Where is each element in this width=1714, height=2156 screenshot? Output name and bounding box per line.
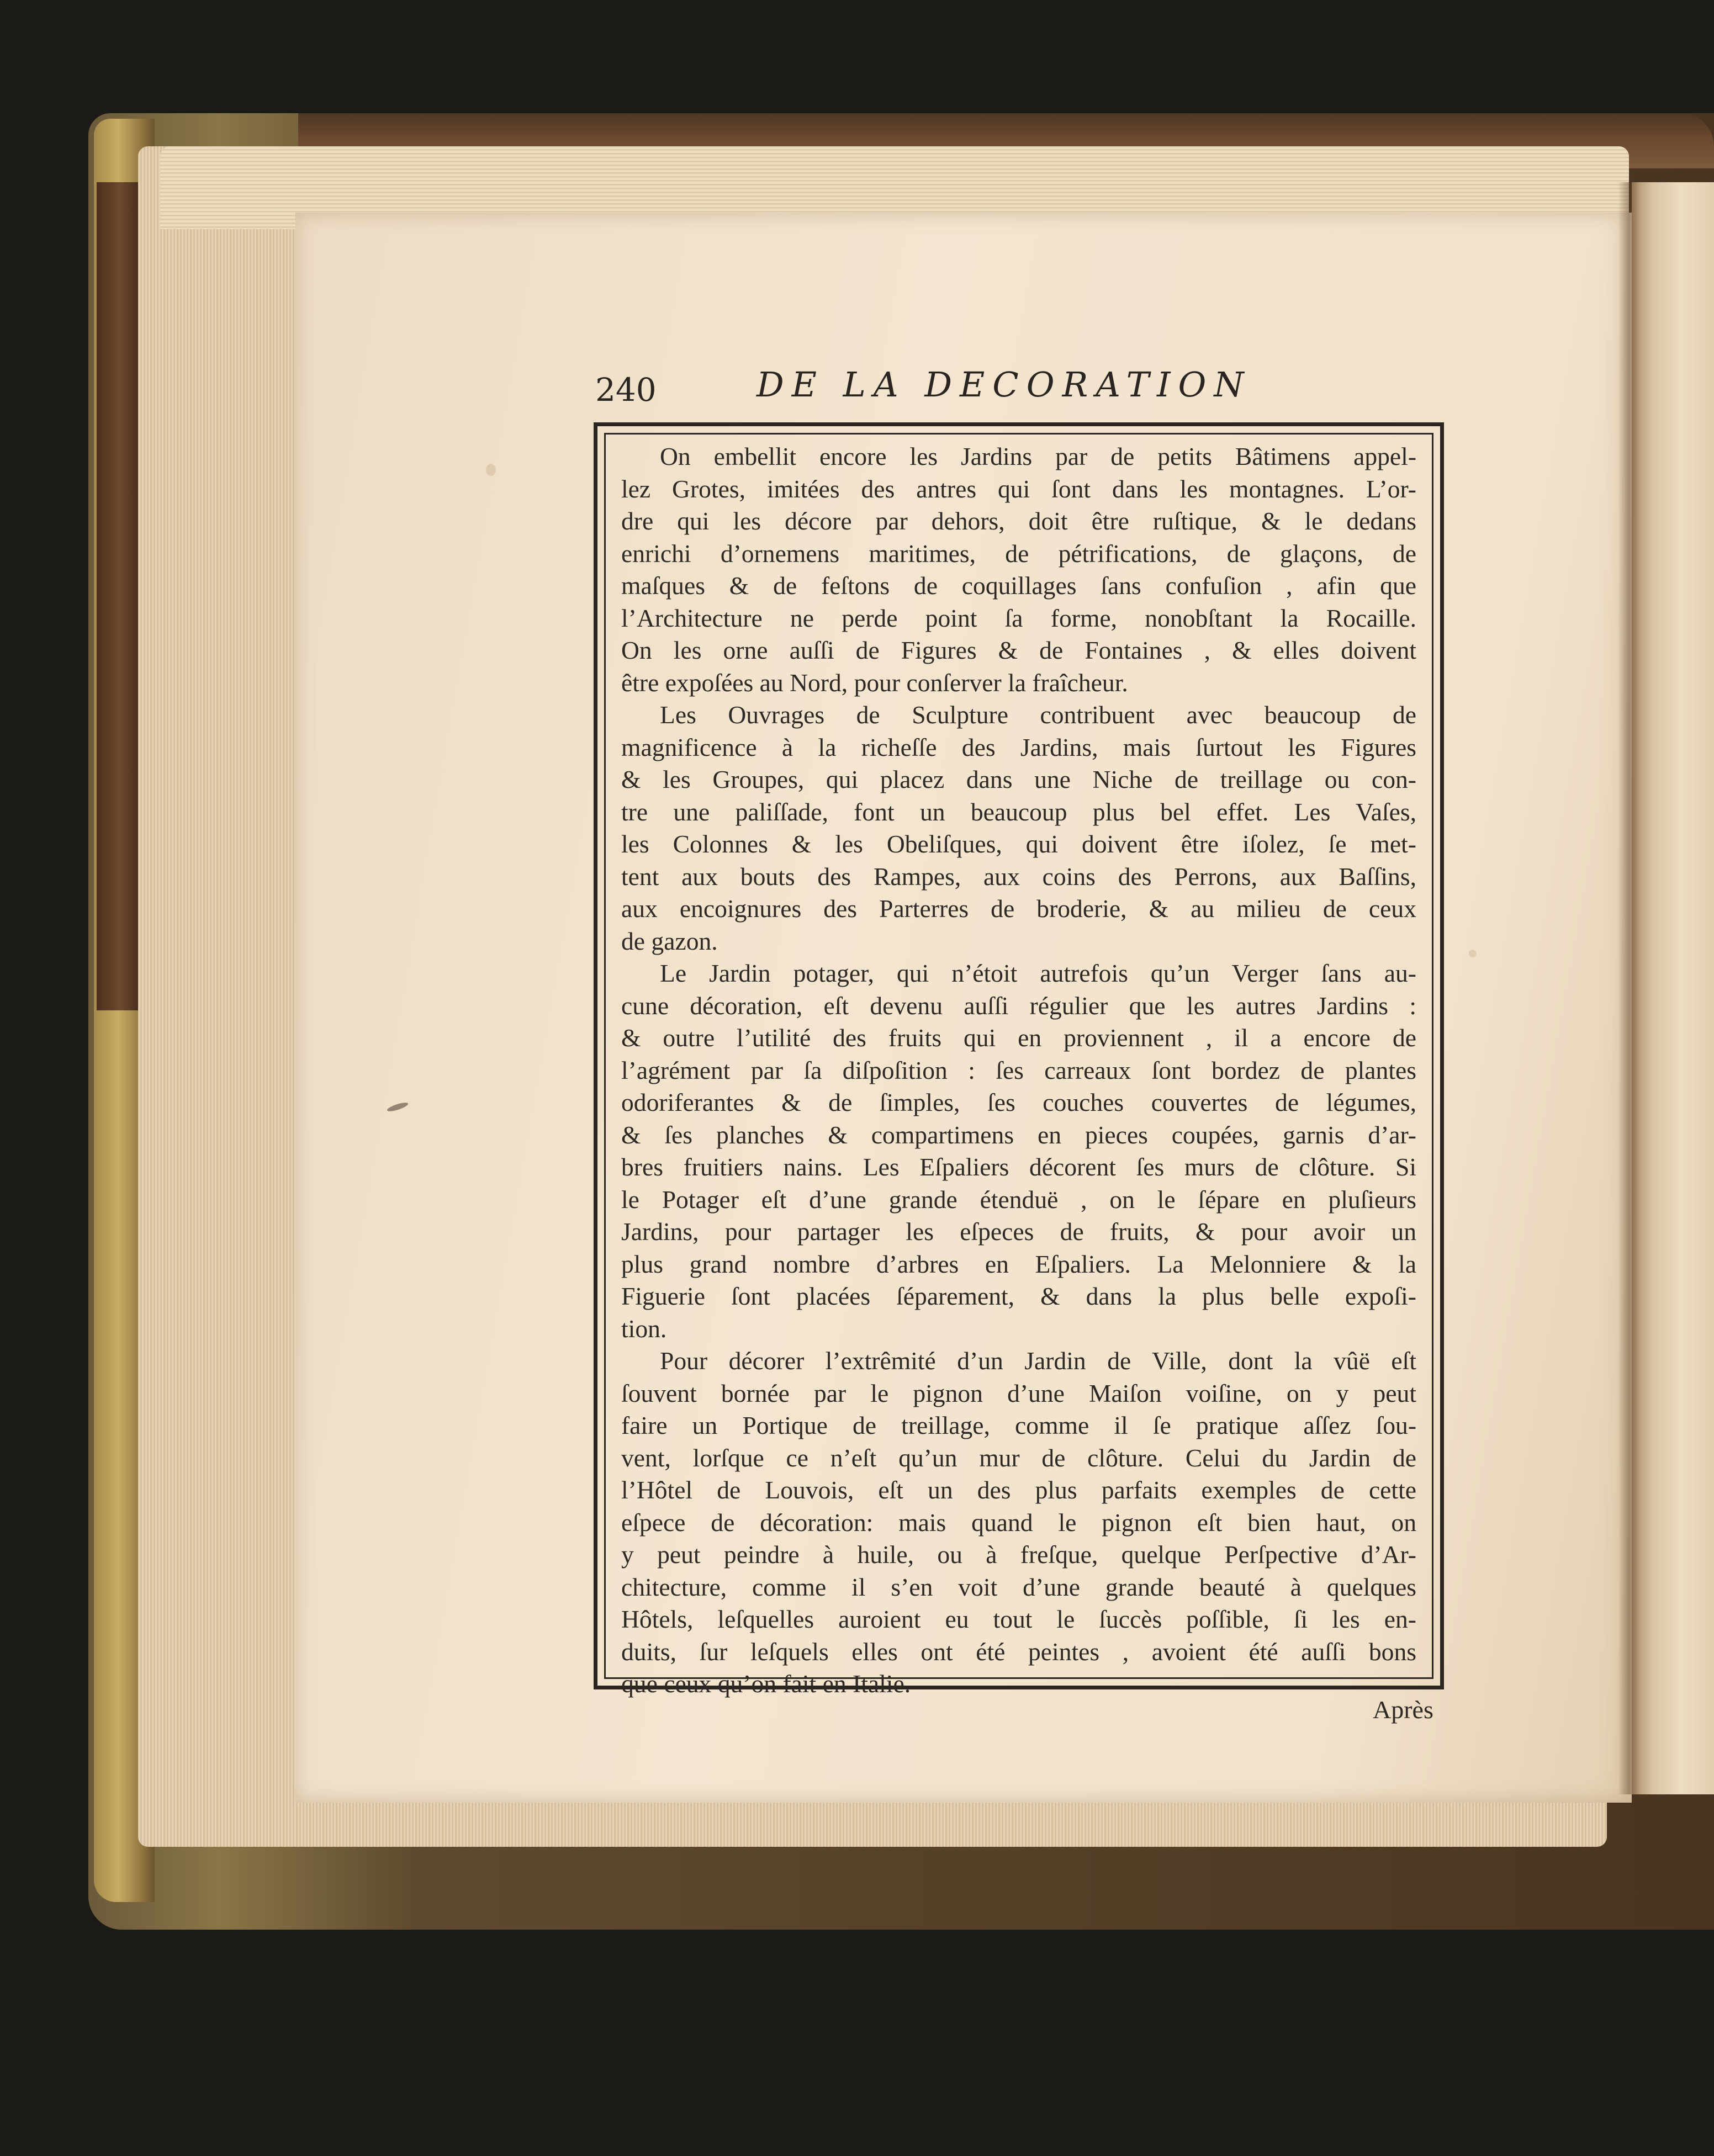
- facing-page: [1632, 182, 1714, 1794]
- text-line: cune décoration, eſt devenu auſſi régulier que les autres Jardins :: [621, 991, 1416, 1020]
- text-line: être expoſées au Nord, pour conſerver la fraîcheur.: [621, 668, 1128, 697]
- body-text: [621, 441, 1416, 1701]
- text-line: magnificence à la richeſſe des Jardins, mais ſurtout les Figures: [621, 733, 1416, 761]
- page-number: 240: [595, 371, 657, 409]
- text-line: Pour décorer l’extrêmité d’un Jardin de Ville, dont la vûë eſt: [660, 1347, 1416, 1375]
- text-line: y peut peindre à huile, ou à freſque, quelque Perſpective d’Ar-: [621, 1540, 1416, 1569]
- paper-stain: [486, 464, 496, 476]
- text-line: Les Ouvrages de Sculpture contribuent avec beaucoup de: [660, 701, 1416, 729]
- text-line: de gazon.: [621, 926, 718, 955]
- gutter-shadow: [1618, 182, 1640, 1794]
- text-line: & les Groupes, qui placez dans une Niche de treillage ou con-: [621, 765, 1416, 793]
- text-line: l’Hôtel de Louvois, eſt un des plus parfaits exemples de cette: [621, 1476, 1416, 1504]
- text-line: enrichi d’ornemens maritimes, de pétrifications, de glaçons, de: [621, 539, 1416, 568]
- text-line: & ſes planches & compartimens en pieces coupées, garnis d’ar-: [621, 1120, 1416, 1149]
- text-line: duits, ſur leſquels elles ont été peintes , avoient été auſſi bons: [621, 1637, 1416, 1666]
- paper-stain: [1469, 950, 1477, 957]
- text-line: On embellit encore les Jardins par de petits Bâtimens appel-: [660, 442, 1416, 470]
- text-line: ſouvent bornée par le pignon d’une Maiſon voiſine, on y peut: [621, 1379, 1416, 1407]
- text-line: tre une paliſſade, font un beaucoup plus bel effet. Les Vaſes,: [621, 797, 1416, 826]
- book-spine: [97, 182, 144, 1010]
- text-line: eſpece de décoration: mais quand le pignon eſt bien haut, on: [621, 1508, 1416, 1537]
- text-line: odoriferantes & de ſimples, ſes couches couvertes de légumes,: [621, 1088, 1416, 1116]
- text-line: faire un Portique de treillage, comme il ſe pratique aſſez ſou-: [621, 1411, 1416, 1439]
- text-line: maſques & de feſtons de coquillages ſans confuſion , afin que: [621, 571, 1416, 600]
- text-line: les Colonnes & les Obeliſques, qui doivent être iſolez, ſe met-: [621, 830, 1416, 858]
- text-line: tent aux bouts des Rampes, aux coins des Perrons, aux Baſſins,: [621, 862, 1416, 891]
- text-line: vent, lorſque ce n’eſt qu’un mur de clôture. Celui du Jardin de: [621, 1443, 1416, 1472]
- text-line: Jardins, pour partager les eſpeces de fruits, & pour avoir un: [621, 1217, 1416, 1246]
- text-line: bres fruitiers nains. Les Eſpaliers décorent ſes murs de clôture. Si: [621, 1153, 1416, 1181]
- text-line: chitecture, comme il s’en voit d’une grande beauté à quelques: [621, 1572, 1416, 1601]
- text-line: le Potager eſt d’une grande étenduë , on le ſépare en pluſieurs: [621, 1185, 1416, 1214]
- text-line: Le Jardin potager, qui n’étoit autrefois qu’un Verger ſans au-: [660, 959, 1416, 987]
- text-line: l’Architecture ne perde point ſa forme, nonobſtant la Rocaille.: [621, 603, 1416, 632]
- text-line: l’agrément par ſa diſpoſition : ſes carreaux ſont bordez de plantes: [621, 1056, 1416, 1084]
- text-line: tion.: [621, 1314, 667, 1343]
- text-line: que ceux qu’on fait en Italie.: [621, 1670, 911, 1698]
- text-line: Figuerie ſont placées ſéparement, & dans la plus belle expoſi-: [621, 1282, 1416, 1310]
- text-line: lez Grotes, imitées des antres qui ſont dans les montagnes. L’or-: [621, 474, 1416, 503]
- text-line: plus grand nombre d’arbres en Eſpaliers. La Melonniere & la: [621, 1249, 1416, 1278]
- text-line: & outre l’utilité des fruits qui en proviennent , il a encore de: [621, 1024, 1416, 1052]
- text-line: On les orne auſſi de Figures & de Fontaines , & elles doivent: [621, 636, 1416, 664]
- text-line: aux encoignures des Parterres de broderie, & au milieu de ceux: [621, 894, 1416, 923]
- catchword: Après: [1373, 1696, 1433, 1724]
- text-line: Hôtels, leſquelles auroient eu tout le ſuccès poſſible, ſi les en-: [621, 1605, 1416, 1633]
- text-line: dre qui les décore par dehors, doit être ruſtique, & le dedans: [621, 507, 1416, 535]
- running-head: DE LA DECORATION: [757, 364, 1252, 405]
